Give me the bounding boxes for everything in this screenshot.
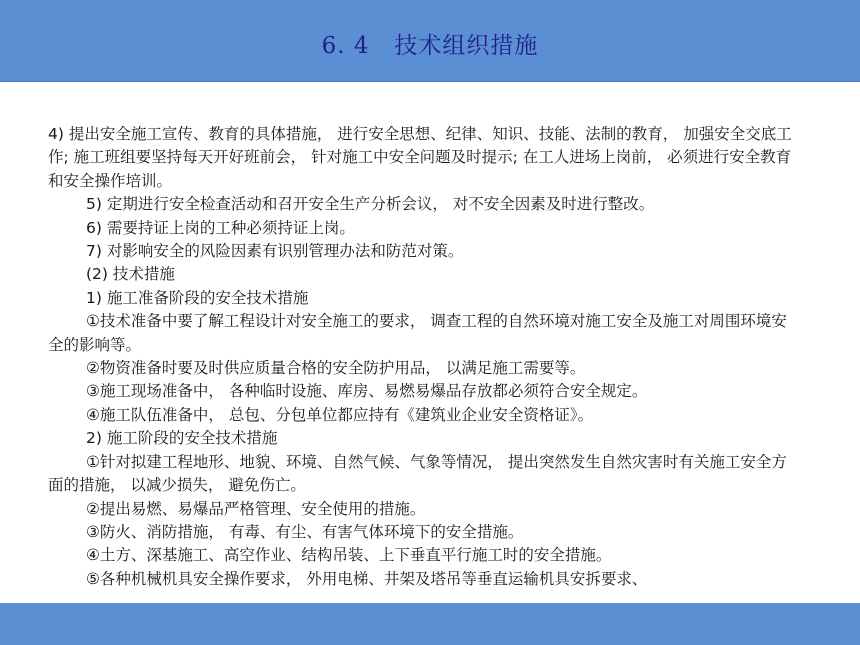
- construction-item-4: ④土方、深基施工、高空作业、结构吊装、上下垂直平行施工时的安全措施。: [86, 546, 612, 565]
- preparation-item-1: ①技术准备中要了解工程设计对安全施工的要求， 调查工程的自然环境对施工安全及施工对周围环境安全的影响等。: [48, 312, 787, 354]
- slide-title: 6. 4 技术组织措施: [321, 33, 539, 59]
- paragraph-item-4: 4) 提出安全施工宣传、教育的具体措施， 进行安全思想、纪律、知识、技能、法制的教育， 加强安全交底工作; 施工班组要坚持每天开好班前会， 针对施工中安全问题及时提示; 在工人进场上岗前， 必须进行安全教育和安全操作培训。: [48, 125, 792, 190]
- preparation-item-3: ③施工现场准备中， 各种临时设施、库房、易燃易爆品存放都必须符合安全规定。: [86, 382, 648, 401]
- construction-item-2: ②提出易燃、易爆品严格管理、安全使用的措施。: [86, 499, 426, 518]
- paragraph-item-6: 6) 需要持证上岗的工种必须持证上岗。: [86, 218, 355, 237]
- construction-item-1: ①针对拟建工程地形、地貌、环境、自然气候、气象等情况， 提出突然发生自然灾害时有关施工安全方面的措施， 以减少损失， 避免伤亡。: [48, 452, 787, 495]
- section-heading-technical-measures: (2) 技术措施: [86, 265, 175, 284]
- paragraph-item-5: 5) 定期进行安全检查活动和召开安全生产分析会议， 对不安全因素及时进行整改。: [86, 195, 655, 214]
- title-bar: [0, 0, 860, 82]
- subsection-heading-construction-stage: 2) 施工阶段的安全技术措施: [86, 429, 278, 448]
- construction-item-3: ③防火、消防措施， 有毒、有尘、有害气体环境下的安全措施。: [86, 522, 524, 541]
- paragraph-item-7: 7) 对影响安全的风险因素有识别管理办法和防范对策。: [86, 242, 464, 261]
- subsection-heading-preparation-stage: 1) 施工准备阶段的安全技术措施: [86, 288, 309, 307]
- footer-bar: [0, 603, 860, 645]
- preparation-item-2: ②物资准备时要及时供应质量合格的安全防护用品， 以满足施工需要等。: [86, 359, 586, 378]
- construction-item-5: ⑤各种机械机具安全操作要求， 外用电梯、井架及塔吊等垂直运输机具安拆要求、: [86, 569, 648, 588]
- slide-body: [48, 123, 798, 591]
- preparation-item-4: ④施工队伍准备中， 总包、分包单位都应持有《建筑业企业安全资格证》。: [86, 405, 594, 424]
